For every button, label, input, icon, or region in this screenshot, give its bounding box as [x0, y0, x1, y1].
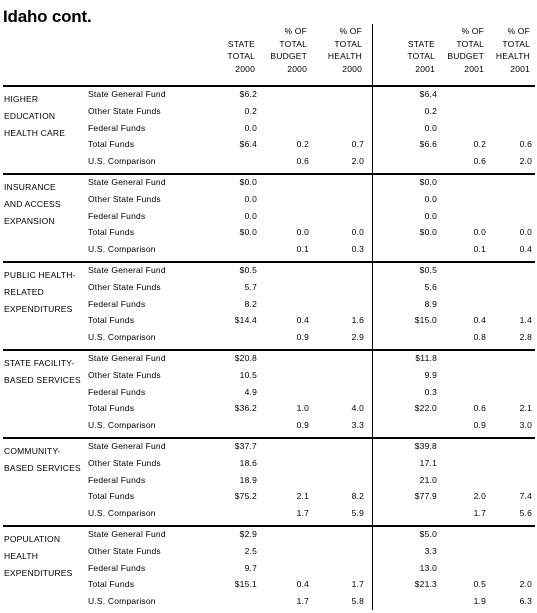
- table-cell: 9.7: [244, 562, 257, 573]
- table-cell: 5.6: [519, 508, 532, 519]
- table-row: [3, 194, 535, 211]
- row-label: U.S. Comparison: [88, 420, 156, 431]
- table-cell: $21.3: [414, 579, 437, 590]
- table-cell: 0.4: [473, 315, 486, 326]
- table-row: [3, 244, 535, 261]
- category-label: POPULATION HEALTH EXPENDITURES: [4, 534, 73, 578]
- table-cell: 0.6: [296, 156, 309, 167]
- section-rule: [3, 85, 535, 87]
- section-rule: [3, 525, 535, 527]
- table-cell: 2.0: [473, 491, 486, 502]
- table-cell: $6.4: [239, 139, 257, 150]
- row-label: U.S. Comparison: [88, 332, 156, 343]
- table-cell: 0.8: [473, 332, 486, 343]
- table-cell: $0.0: [239, 177, 257, 187]
- table-row: [3, 211, 535, 228]
- row-label: State General Fund: [88, 529, 166, 539]
- table-row: [3, 441, 535, 458]
- row-label: U.S. Comparison: [88, 596, 156, 607]
- table-cell: 10.5: [239, 369, 257, 380]
- table-cell: 0.0: [244, 210, 257, 221]
- row-label: U.S. Comparison: [88, 244, 156, 255]
- table-cell: 0.9: [296, 420, 309, 431]
- table-row: [3, 370, 535, 387]
- table-cell: 9.9: [424, 369, 437, 380]
- table-cell: $75.2: [234, 491, 257, 502]
- table-cell: 8.2: [351, 491, 364, 502]
- table-cell: $77.9: [414, 491, 437, 502]
- table-cell: 5.9: [351, 508, 364, 519]
- table-cell: 0.7: [351, 139, 364, 150]
- row-label: Federal Funds: [88, 386, 146, 397]
- table-cell: $2.9: [239, 529, 257, 539]
- table-cell: 7.4: [519, 491, 532, 502]
- table-cell: $0.5: [239, 265, 257, 275]
- table-cell: 1.0: [296, 403, 309, 414]
- table-cell: 0.2: [296, 139, 309, 150]
- category-label: COMMUNITY- BASED SERVICES: [4, 446, 81, 473]
- table-row: [3, 579, 535, 596]
- table-cell: 0.1: [473, 244, 486, 255]
- table-cell: $15.0: [414, 315, 437, 326]
- table-cell: $14.4: [234, 315, 257, 326]
- table-cell: 17.1: [419, 457, 437, 468]
- row-label: Total Funds: [88, 491, 135, 502]
- table-cell: 3.0: [519, 420, 532, 431]
- table-cell: $11.8: [415, 353, 437, 363]
- row-label: Total Funds: [88, 579, 135, 590]
- row-label: Federal Funds: [88, 562, 146, 573]
- table-cell: 2.5: [244, 545, 257, 556]
- table-row: [3, 596, 535, 613]
- table-cell: 3.3: [351, 420, 364, 431]
- row-label: Other State Funds: [88, 105, 161, 116]
- table-row: [3, 529, 535, 546]
- section-rule: [3, 349, 535, 351]
- table-row: [3, 508, 535, 525]
- table-cell: 0.0: [519, 227, 532, 238]
- table-cell: 1.7: [351, 579, 364, 590]
- row-label: Other State Funds: [88, 369, 161, 380]
- table-cell: $37.7: [234, 441, 257, 451]
- table-cell: 0.3: [424, 386, 437, 397]
- table-cell: 2.0: [351, 156, 364, 167]
- table-cell: 0.0: [424, 210, 437, 221]
- table-cell: 0.0: [424, 193, 437, 204]
- table-cell: 5.7: [244, 281, 257, 292]
- category-label: STATE FACILITY- BASED SERVICES: [4, 358, 81, 385]
- table-section: [3, 85, 535, 173]
- table-cell: 4.9: [244, 386, 257, 397]
- table-cell: 2.1: [519, 403, 532, 414]
- table-cell: 1.7: [296, 596, 309, 607]
- row-label: Total Funds: [88, 403, 135, 414]
- column-header: STATE TOTAL 2000: [227, 38, 255, 74]
- table-cell: $0.0: [419, 227, 437, 238]
- table-cell: 5.6: [424, 281, 437, 292]
- table-row: [3, 89, 535, 106]
- row-label: Total Funds: [88, 227, 135, 238]
- table-cell: 18.6: [239, 457, 257, 468]
- table-row: [3, 265, 535, 282]
- table-cell: 0.0: [296, 227, 309, 238]
- section-rule: [3, 261, 535, 263]
- table-cell: 0.9: [473, 420, 486, 431]
- table-cell: 0.5: [473, 579, 486, 590]
- page-title: Idaho cont.: [3, 7, 92, 26]
- table-cell: 0.0: [424, 122, 437, 133]
- table-row: [3, 546, 535, 563]
- table-cell: 0.0: [351, 227, 364, 238]
- table-cell: 2.0: [519, 156, 532, 167]
- table-row: [3, 282, 535, 299]
- table-section: [3, 525, 535, 613]
- table-row: [3, 491, 535, 508]
- table-cell: $0.5: [419, 265, 437, 275]
- table-cell: $5.0: [419, 529, 437, 539]
- table-cell: 0.6: [519, 139, 532, 150]
- table-cell: $22.0: [414, 403, 437, 414]
- row-label: Total Funds: [88, 139, 135, 150]
- table-cell: $39.8: [414, 441, 437, 451]
- row-label: Federal Funds: [88, 122, 146, 133]
- row-label: State General Fund: [88, 177, 166, 187]
- table-row: [3, 353, 535, 370]
- table-cell: 0.3: [351, 244, 364, 255]
- row-label: Other State Funds: [88, 457, 161, 468]
- table-row: [3, 563, 535, 580]
- table-row: [3, 123, 535, 140]
- table-cell: 2.9: [351, 332, 364, 343]
- table-cell: 0.4: [296, 315, 309, 326]
- table-row: [3, 403, 535, 420]
- row-label: Total Funds: [88, 315, 135, 326]
- table-cell: 5.8: [351, 596, 364, 607]
- table-cell: 0.0: [244, 193, 257, 204]
- row-label: Federal Funds: [88, 474, 146, 485]
- table-cell: 1.9: [473, 596, 486, 607]
- table-cell: $36.2: [234, 403, 257, 414]
- column-header: % OF TOTAL HEALTH 2001: [495, 26, 530, 74]
- table-cell: 0.2: [473, 139, 486, 150]
- table-row: [3, 387, 535, 404]
- section-rule: [3, 437, 535, 439]
- row-label: Federal Funds: [88, 298, 146, 309]
- row-label: Other State Funds: [88, 193, 161, 204]
- column-header: % OF TOTAL HEALTH 2000: [327, 26, 362, 74]
- table-cell: 13.0: [419, 562, 437, 573]
- table-cell: 1.7: [473, 508, 486, 519]
- table-cell: $20.8: [234, 353, 257, 363]
- category-label: INSURANCE AND ACCESS EXPANSION: [4, 182, 61, 226]
- table-cell: $0.0: [239, 227, 257, 238]
- table-row: [3, 139, 535, 156]
- table-cell: 6.3: [519, 596, 532, 607]
- table-row: [3, 458, 535, 475]
- column-header: % OF TOTAL BUDGET 2001: [447, 26, 484, 74]
- table-section: [3, 173, 535, 261]
- category-label: HIGHER EDUCATION HEALTH CARE: [4, 94, 66, 138]
- table-section: [3, 349, 535, 437]
- table-cell: 2.8: [519, 332, 532, 343]
- table-row: [3, 315, 535, 332]
- row-label: State General Fund: [88, 265, 166, 275]
- table-cell: 0.9: [296, 332, 309, 343]
- table-row: [3, 420, 535, 437]
- row-label: State General Fund: [88, 441, 166, 451]
- table-row: [3, 156, 535, 173]
- table-cell: 8.2: [244, 298, 257, 309]
- row-label: U.S. Comparison: [88, 508, 156, 519]
- row-label: Federal Funds: [88, 210, 146, 221]
- table-section: [3, 261, 535, 349]
- table-cell: 1.6: [351, 315, 364, 326]
- table-cell: 0.4: [519, 244, 532, 255]
- table-cell: 3.3: [424, 545, 437, 556]
- table-cell: 1.4: [519, 315, 532, 326]
- table-cell: 0.1: [296, 244, 309, 255]
- row-label: Other State Funds: [88, 545, 161, 556]
- table-cell: 1.7: [296, 508, 309, 519]
- table-row: [3, 106, 535, 123]
- table-row: [3, 299, 535, 316]
- row-label: U.S. Comparison: [88, 156, 156, 167]
- table-cell: $15.1: [234, 579, 257, 590]
- row-label: State General Fund: [88, 353, 166, 363]
- table-row: [3, 177, 535, 194]
- table-cell: 0.0: [244, 122, 257, 133]
- table-cell: 21.0: [419, 474, 437, 485]
- row-label: Other State Funds: [88, 281, 161, 292]
- table-section: [3, 437, 535, 525]
- table-cell: $0.0: [419, 177, 437, 187]
- category-label: PUBLIC HEALTH- RELATED EXPENDITURES: [4, 270, 76, 314]
- table-row: [3, 475, 535, 492]
- section-rule: [3, 173, 535, 175]
- table-cell: 0.4: [296, 579, 309, 590]
- table-cell: 18.9: [239, 474, 257, 485]
- column-header: STATE TOTAL 2001: [407, 38, 435, 74]
- table-cell: $6.6: [419, 139, 437, 150]
- table-cell: 0.6: [473, 156, 486, 167]
- table-cell: 2.1: [296, 491, 309, 502]
- table-row: [3, 227, 535, 244]
- row-label: State General Fund: [88, 89, 166, 99]
- table-cell: 0.6: [473, 403, 486, 414]
- table-cell: 4.0: [351, 403, 364, 414]
- table-cell: 0.0: [473, 227, 486, 238]
- column-header: % OF TOTAL BUDGET 2000: [270, 26, 307, 74]
- table-cell: 2.0: [519, 579, 532, 590]
- table-cell: 0.2: [424, 105, 437, 116]
- table-cell: $6.2: [239, 89, 257, 99]
- table-cell: 8.9: [424, 298, 437, 309]
- table-row: [3, 332, 535, 349]
- table-cell: $6.4: [419, 89, 437, 99]
- table-cell: 0.2: [244, 105, 257, 116]
